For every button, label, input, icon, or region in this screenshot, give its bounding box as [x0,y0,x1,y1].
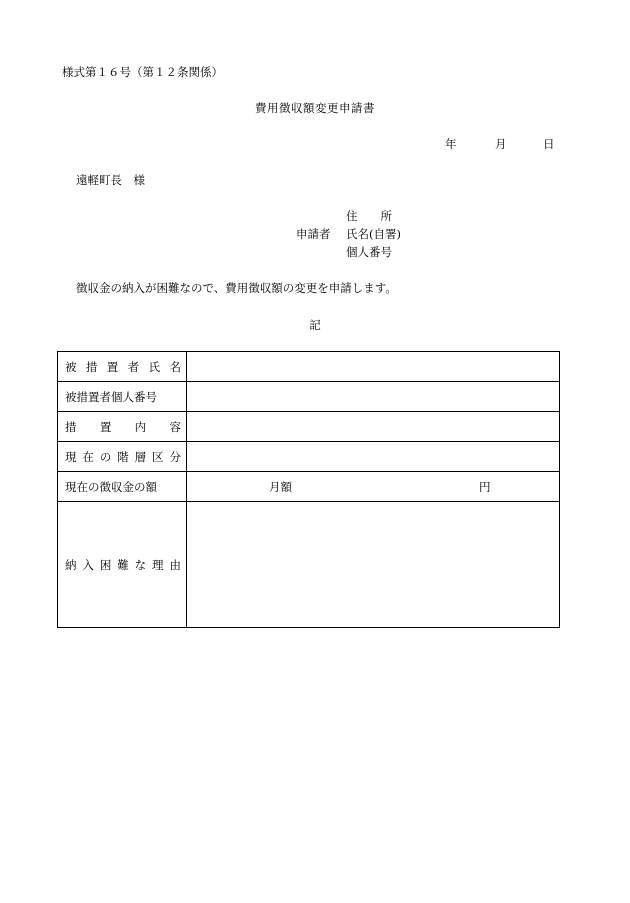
label-char: 置 [99,419,112,434]
label-char: 現 [65,449,77,464]
addressee: 遠軽町長 様 [76,173,145,187]
label-char: 内 [134,419,147,434]
date-line [0,139,630,153]
label-spread [65,359,181,375]
label-char: 置 [106,359,119,374]
table-row [58,472,560,502]
label-char: 階 [117,449,129,464]
label-char: 由 [169,557,181,572]
form-number: 様式第１６号（第１２条関係） [62,65,223,79]
label-char: 氏 [148,359,161,374]
date-day: 日 [543,137,555,151]
table-row [58,502,560,628]
label-char: 入 [82,557,94,572]
label-char: 者 [127,359,140,374]
label-char: 困 [99,557,112,572]
label-char: 納 [65,557,77,572]
label-char: 区 [152,449,164,464]
applicant-label: 申請者 [296,227,331,241]
applicant-block [0,211,630,271]
label-char: 難 [117,557,129,572]
request-statement: 徴収金の納入が困難なので、費用徴収額の変更を申請します。 [76,281,397,295]
document-title: 費用徴収額変更申請書 [255,101,375,115]
current-fee-field[interactable] [187,472,560,502]
row-label-tier [58,442,187,472]
row-label-subject-name [58,352,187,382]
label-char: 措 [85,359,98,374]
subject-name-field[interactable] [187,352,560,382]
yen-unit: 円 [479,479,491,494]
detail-table [57,351,560,628]
label-char: 容 [169,419,181,434]
date-month: 月 [495,137,507,151]
row-label-reason [58,502,187,628]
applicant-personal-number-label: 個人番号 [346,245,392,259]
ki-heading: 記 [309,318,321,332]
label-char: 層 [134,449,147,464]
label-char: 在 [82,449,94,464]
label-char: 被 [65,359,77,374]
row-label-current-fee: 現在の徴収金の額 [58,472,187,502]
label-char: な [134,557,147,572]
applicant-name-label: 氏名(自署) [346,227,401,241]
date-year: 年 [445,137,457,151]
subject-number-field[interactable] [187,382,560,412]
row-label-subject-number: 被措置者個人番号 [58,382,187,412]
applicant-address-label: 住 所 [346,209,392,223]
label-char: 理 [152,557,164,572]
monthly-label: 月額 [269,479,292,494]
measure-field[interactable] [187,412,560,442]
tier-field[interactable] [187,442,560,472]
table-row [58,382,560,412]
label-spread [65,557,181,573]
table-row [58,352,560,382]
row-label-measure [58,412,187,442]
table-row [58,442,560,472]
label-char: 措 [65,419,77,434]
reason-field[interactable] [187,502,560,628]
label-spread [65,449,181,465]
table-row [58,412,560,442]
label-char: の [99,449,112,464]
label-spread [65,419,181,435]
label-char: 分 [169,449,181,464]
label-char: 名 [169,359,181,374]
